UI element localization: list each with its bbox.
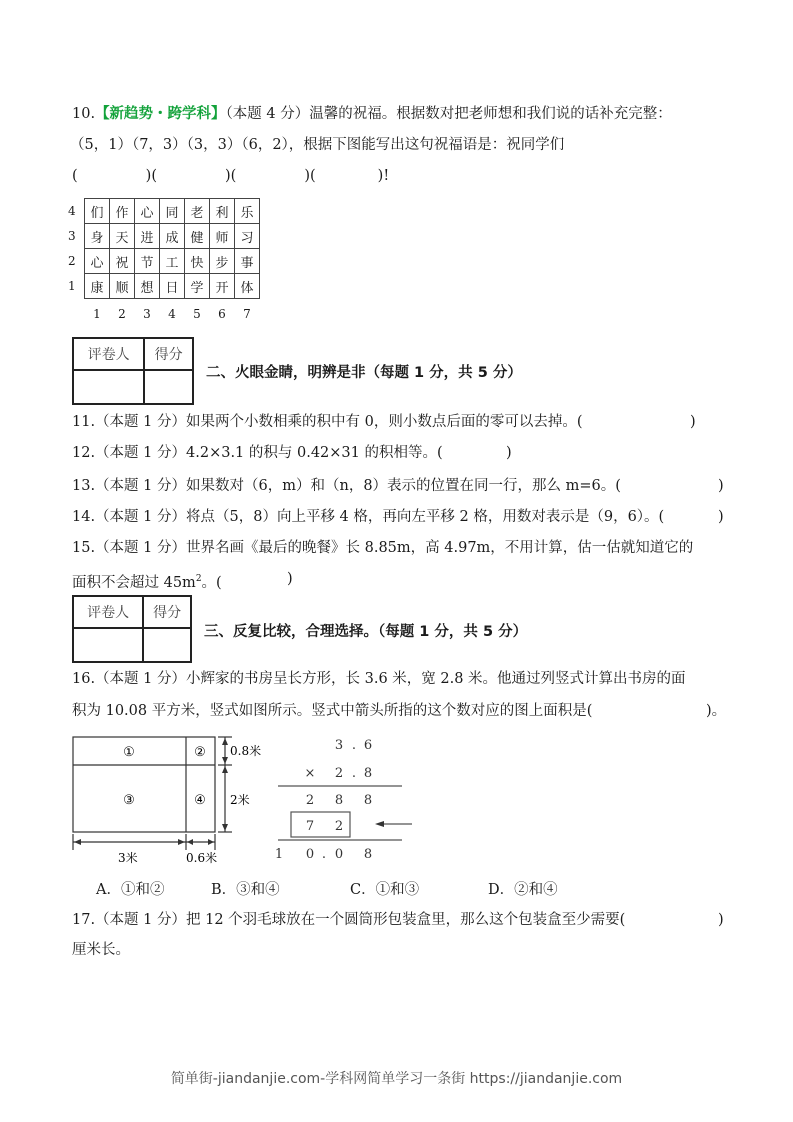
grid-cell: 老 [185,199,210,224]
svg-text:2: 2 [334,819,344,834]
q12: 12.（本题 1 分）4.2×3.1 的积与 0.42×31 的积相等。( ) [72,445,512,461]
svg-text:1: 1 [274,847,284,862]
grid-cell: 心 [85,249,110,274]
q15-line2: 面积不会超过 $45m^2$。( ) [72,571,293,591]
score-header: 得分 [144,338,193,370]
q17-line2: 厘米长。 [72,942,130,958]
grid-cell: 开 [210,274,235,299]
score-box-section2 [72,337,194,405]
grid-row [68,274,260,299]
q13: 13.（本题 1 分）如果数对（6，m）和（n，8）表示的位置在同一行，那么 m=6。( ) [72,478,724,494]
q10-answer-blanks[interactable]: ( )( )( )( )! [72,168,390,184]
q15-line1: 15.（本题 1 分）世界名画《最后的晚餐》长 8.85m，高 4.97m，不用计算，估一估就知道它的 [72,540,694,556]
grid-cell: 工 [160,249,185,274]
svg-text:8: 8 [363,847,373,862]
svg-text:×: × [304,766,316,781]
grid-col-labels [68,299,260,329]
grid-cell: 天 [110,224,135,249]
svg-text:8: 8 [334,793,344,808]
grid-cell: 康 [85,274,110,299]
svg-text:8: 8 [363,793,373,808]
grid-row [68,249,260,274]
svg-text:.: . [351,738,357,753]
grid-col-label: 5 [193,307,201,321]
grid-cell: 心 [135,199,160,224]
svg-text:8: 8 [363,766,373,781]
dim-bottom-right: 0.6米 [186,851,218,865]
grid-col-label: 2 [118,307,126,321]
svg-text:.: . [321,847,327,862]
grid-cell: 身 [85,224,110,249]
q16-line1: 16.（本题 1 分）小辉家的书房呈长方形，长 3.6 米，宽 2.8 米。他通过列竖式计算出书房的面 [72,671,686,687]
grid-row-label: 2 [68,254,76,268]
svg-text:2: 2 [305,793,315,808]
vertical-multiplication [262,730,422,870]
q10-text: （本题 4 分）温馨的祝福。根据数对把老师想和我们说的话补充完整： [225,106,672,122]
svg-text:.: . [351,766,357,781]
q11: 11.（本题 1 分）如果两个小数相乘的积中有 0，则小数点后面的零可以去掉。( ) [72,414,696,430]
character-grid [68,198,260,328]
dim-bottom-left: 3米 [118,851,138,865]
q10-line1 [72,104,672,124]
q17-line1: 17.（本题 1 分）把 12 个羽毛球放在一个圆筒形包装盒里，那么这个包装盒至少需要( ) [72,912,724,928]
grid-cell: 步 [210,249,235,274]
score-box-section3 [72,595,192,663]
score-cell[interactable] [143,628,191,662]
section2-title: 二、火眼金睛，明辨是非（每题 1 分，共 5 分） [206,365,522,381]
svg-text:7: 7 [305,819,315,834]
grader-cell[interactable] [73,628,143,662]
area-diagram [66,732,266,872]
grid-row-label: 1 [68,279,76,293]
svg-text:0: 0 [305,847,315,862]
q10-tag: 【新趋势・跨学科】 [95,106,226,122]
grid-cell: 们 [85,199,110,224]
q10-line2: （5，1）（7，3）（3，3）（6，2），根据下图能写出这句祝福语是：祝同学们 [70,137,565,153]
grid-cell: 想 [135,274,160,299]
grid-cell: 事 [235,249,260,274]
q10-number: 10. [72,106,96,122]
option-d[interactable]: D．②和④ [488,882,558,898]
grid-cell: 节 [135,249,160,274]
grid-cell: 日 [160,274,185,299]
region-1: ① [123,745,135,760]
section3-title: 三、反复比较，合理选择。（每题 1 分，共 5 分） [204,624,528,640]
grid-row-label: 3 [68,229,76,243]
grader-header: 评卷人 [73,596,143,628]
grid-cell: 健 [185,224,210,249]
svg-text:0: 0 [334,847,344,862]
grid-cell: 学 [185,274,210,299]
grid-cell: 师 [210,224,235,249]
option-c[interactable]: C．①和③ [350,882,420,898]
dim-right: 2米 [230,793,250,807]
grid-col-label: 6 [218,307,226,321]
grid-col-label: 3 [143,307,151,321]
svg-text:6: 6 [363,738,373,753]
svg-text:2: 2 [334,766,344,781]
svg-text:3: 3 [334,738,344,753]
grid-row [68,199,260,224]
grid-cell: 利 [210,199,235,224]
grid-col-label: 7 [243,307,251,321]
q16-line2: 积为 10.08 平方米，竖式如图所示。竖式中箭头所指的这个数对应的图上面积是( )。 [72,703,727,719]
region-2: ② [194,745,206,760]
grid-cell: 快 [185,249,210,274]
footer-watermark: 简单街-jiandanjie.com-学科网简单学习一条街 https://jiandanjie.com [170,1071,623,1087]
grid-col-label: 1 [93,307,101,321]
q14: 14.（本题 1 分）将点（5，8）向上平移 4 格，再向左平移 2 格，用数对表示是（9，6）。( ) [72,509,724,525]
region-4: ④ [194,793,206,808]
grader-cell[interactable] [73,370,144,404]
score-cell[interactable] [144,370,193,404]
grid-cell: 体 [235,274,260,299]
grid-cell: 祝 [110,249,135,274]
score-header: 得分 [143,596,191,628]
dim-top: 0.8米 [230,744,262,758]
grid-row [68,224,260,249]
grid-cell: 顺 [110,274,135,299]
region-3: ③ [123,793,135,808]
arrow-icon [375,821,384,827]
grid-cell: 习 [235,224,260,249]
grid-cell: 进 [135,224,160,249]
option-a[interactable]: A．①和② [96,882,165,898]
grid-cell: 同 [160,199,185,224]
grader-header: 评卷人 [73,338,144,370]
grid-cell: 作 [110,199,135,224]
grid-cell: 乐 [235,199,260,224]
grid-row-label: 4 [68,204,76,218]
grid-cell: 成 [160,224,185,249]
grid-col-label: 4 [168,307,176,321]
option-b[interactable]: B．③和④ [211,882,280,898]
